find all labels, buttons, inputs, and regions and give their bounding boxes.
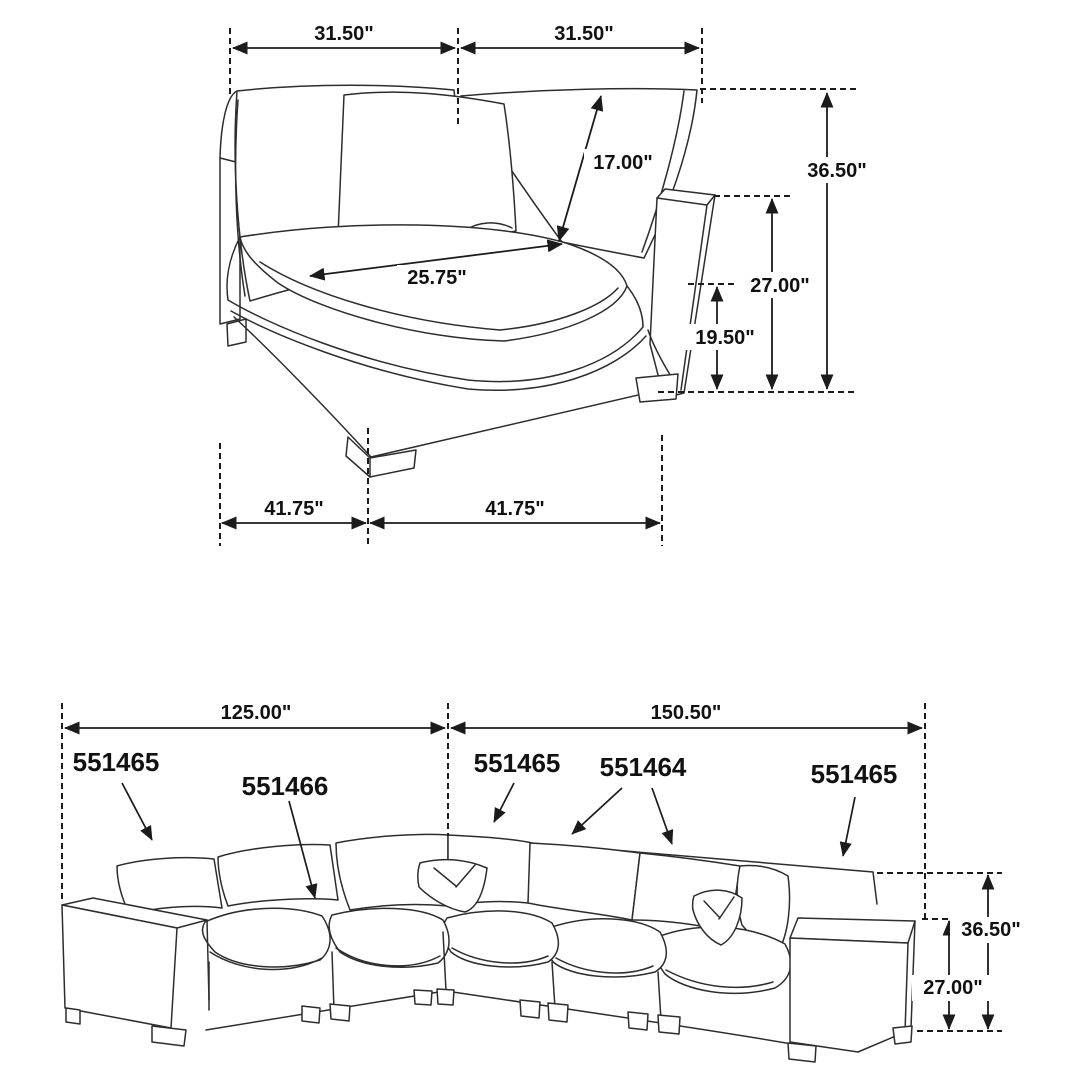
dim-right-width: 150.50" — [650, 702, 722, 724]
part-number-right-arm-module: 551465 — [810, 759, 898, 789]
back-cushion-armless-left — [218, 845, 338, 907]
part-number-corner-module: 551465 — [473, 748, 561, 778]
dim-left-width: 125.00" — [220, 702, 292, 724]
part-number-armless-left: 551466 — [241, 771, 329, 801]
part-arrow-corner-module — [494, 783, 514, 822]
part-arrow-armless-2 — [652, 788, 672, 844]
dim-cushion-diagonal: 17.00" — [593, 152, 653, 174]
back-cushion-armless-1 — [528, 843, 640, 920]
dim-base-depth-right: 41.75" — [485, 498, 545, 520]
part-arrow-armless-1 — [572, 788, 622, 834]
dim-seat-depth: 25.75" — [407, 267, 467, 289]
dim-base-depth-left: 41.75" — [264, 498, 324, 520]
part-number-left-arm-module: 551465 — [72, 747, 160, 777]
dim-overall-height: 36.50" — [807, 160, 867, 182]
dim-seat-height: 19.50" — [695, 327, 755, 349]
part-number-armless-right: 551464 — [599, 752, 687, 782]
dim-arm-height-bottom: 27.00" — [923, 977, 983, 999]
front-corner-foot — [346, 437, 416, 477]
seat-corner-module — [329, 908, 449, 967]
right-arm-front — [790, 938, 908, 1052]
part-arrow-right-arm-module — [843, 797, 855, 856]
dim-back-width-left: 31.50" — [314, 23, 374, 45]
dim-back-height: 27.00" — [750, 275, 810, 297]
right-foot — [636, 374, 678, 402]
feet — [66, 989, 912, 1062]
throw-pillow — [338, 92, 516, 240]
sectional-drawing — [62, 834, 915, 1062]
part-arrow-left-arm-module — [122, 783, 152, 840]
dim-back-width-right: 31.50" — [554, 23, 614, 45]
left-panel-foot — [227, 319, 246, 346]
dim-overall-height-bottom: 36.50" — [961, 919, 1021, 941]
